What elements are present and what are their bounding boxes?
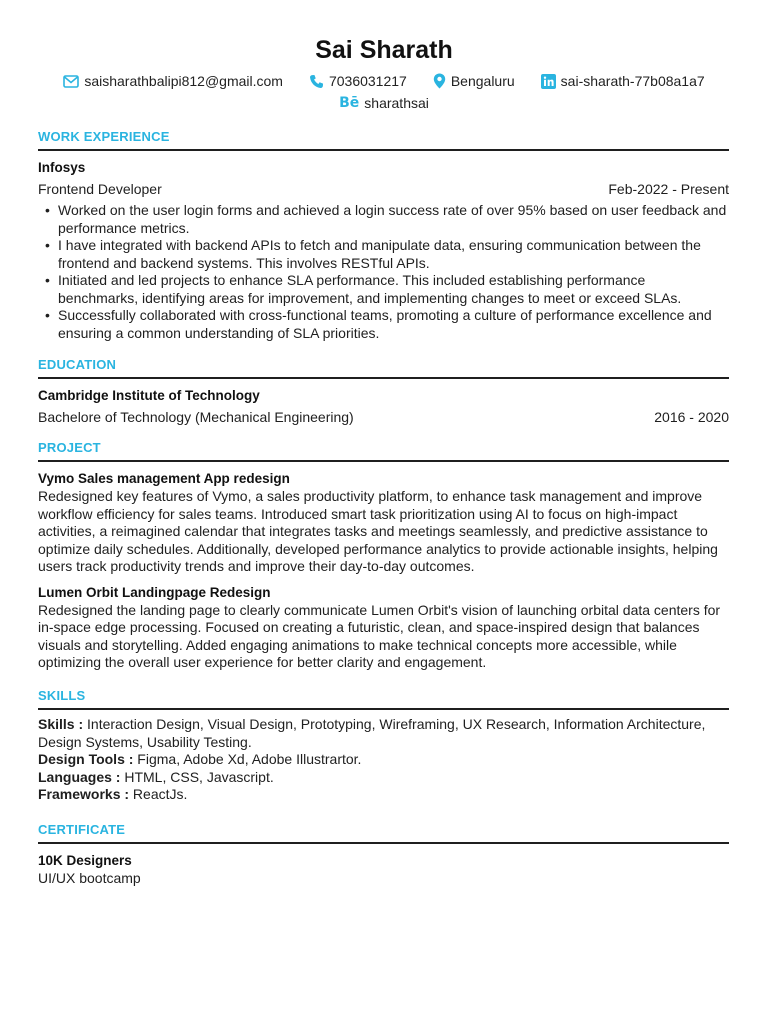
- skill-label: Frameworks :: [38, 786, 130, 802]
- skill-line: [38, 769, 729, 787]
- behance-text: sharathsai: [364, 95, 429, 111]
- email-icon: [63, 75, 79, 88]
- list-item: • I have integrated with backend APIs to fetch and manipulate data, ensuring communication between the frontend and backend systems. This involves RESTful APIs.: [58, 237, 729, 272]
- contact-linkedin[interactable]: [541, 72, 705, 90]
- certificate-section: [38, 822, 729, 888]
- section-title: SKILLS: [38, 688, 729, 710]
- contact-email[interactable]: [63, 72, 283, 90]
- linkedin-icon: [541, 74, 556, 89]
- location-text: Bengaluru: [450, 73, 515, 89]
- phone-text: 7036031217: [328, 73, 407, 89]
- project-section: [38, 440, 729, 672]
- skills-section: [38, 688, 729, 804]
- degree: Bachelore of Technology (Mechanical Engineering): [38, 409, 354, 425]
- skill-value: Interaction Design, Visual Design, Prototyping, Wireframing, UX Research, Information Architecture, Design Systems, Usability Testing.: [38, 716, 706, 750]
- contact-row-2: [0, 94, 768, 112]
- phone-icon: [309, 74, 324, 89]
- linkedin-text: sai-sharath-77b08a1a7: [560, 73, 705, 89]
- skill-label: Skills :: [38, 716, 84, 732]
- contact-row: [0, 72, 768, 90]
- skill-label: Design Tools :: [38, 751, 134, 767]
- certificate-description: UI/UX bootcamp: [38, 870, 141, 886]
- skill-label: Languages :: [38, 768, 121, 785]
- skill-line: [38, 786, 729, 804]
- project-description: Redesigned the landing page to clearly communicate Lumen Orbit's vision of launching orbital data centers for in-space edge processing. Focused on creating a futuristic, clean, and space-inspired design that balances visuals and storytelling. Added engaging animations to make technical concepts more accessible, while optimizing the overall user experience for better clarity and engagement.: [38, 601, 721, 670]
- role-row: [38, 180, 729, 198]
- education-dates: 2016 - 2020: [654, 409, 729, 425]
- contact-location: [433, 72, 515, 90]
- location-pin-icon: [433, 73, 446, 89]
- list-item: • Worked on the user login forms and achieved a login success rate of over 95% based on user feedback and performance metrics.: [58, 202, 729, 237]
- candidate-name: Sai Sharath: [315, 36, 453, 64]
- list-item: • Initiated and led projects to enhance SLA performance. This included establishing performance benchmarks, identifying areas for improvement, and implementing changes to meet or exceed SLAs.: [58, 272, 729, 307]
- section-title: EDUCATION: [38, 357, 729, 379]
- work-experience-section: [38, 129, 729, 342]
- contact-behance[interactable]: [339, 94, 429, 112]
- skill-value: HTML, CSS, Javascript.: [120, 768, 274, 785]
- company-name: Infosys: [38, 160, 86, 175]
- project-description: Redesigned key features of Vymo, a sales productivity platform, to enhance task management and improve workflow efficiency for sales teams. Introduced smart task prioritization using AI to focus on high-impact activities, a reimagined calendar that integrates tasks and meetings seamlessly, and predictive assistance to optimize daily schedules. Additionally, developed performance analytics to provide actionable insights, helping users track productivity trends and improve their day-to-day outcomes.: [38, 488, 718, 574]
- section-title: CERTIFICATE: [38, 822, 729, 844]
- school-name: Cambridge Institute of Technology: [38, 388, 260, 403]
- certificate-name: 10K Designers: [38, 853, 132, 868]
- education-section: [38, 357, 729, 426]
- contact-phone[interactable]: [309, 72, 407, 90]
- section-title: WORK EXPERIENCE: [38, 129, 729, 151]
- section-title: PROJECT: [38, 440, 729, 462]
- behance-icon: Bē: [339, 95, 360, 111]
- degree-row: [38, 408, 729, 426]
- email-text: saisharathbalipi812@gmail.com: [84, 73, 283, 89]
- job-role: Frontend Developer: [38, 181, 162, 197]
- project-name: Vymo Sales management App redesign: [38, 471, 290, 486]
- job-dates: Feb-2022 - Present: [608, 181, 729, 197]
- list-item: • Successfully collaborated with cross-functional teams, promoting a culture of performance excellence and ensuring a common understanding of SLA priorities.: [58, 307, 729, 342]
- work-bullets: [38, 202, 729, 342]
- skill-line: [38, 716, 729, 751]
- project-name: Lumen Orbit Landingpage Redesign: [38, 584, 271, 600]
- skill-value: ReactJs.: [129, 786, 188, 802]
- skill-line: [38, 751, 729, 769]
- skill-value: Figma, Adobe Xd, Adobe Illustrartor.: [133, 751, 362, 767]
- skills-list: [38, 716, 729, 804]
